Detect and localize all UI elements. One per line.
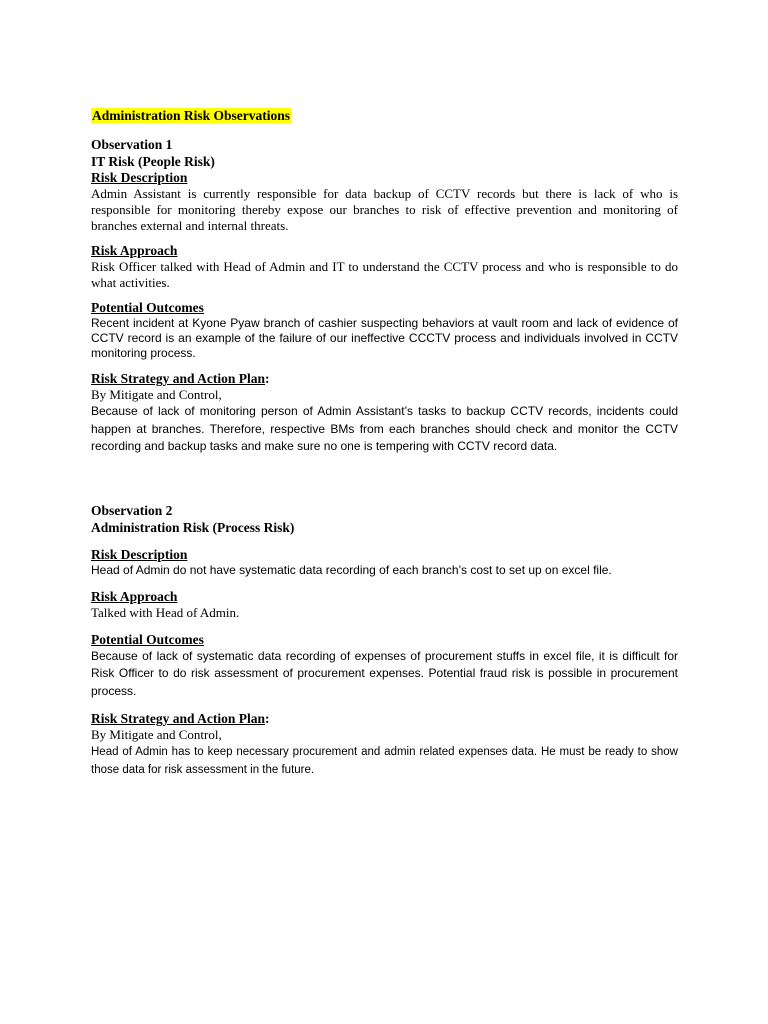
observation-2-risk-strategy-text: Head of Admin has to keep necessary procurement and admin related expenses data. He must be ready to show those data for risk assessment in the future. <box>91 746 678 777</box>
observation-2 <box>91 502 678 779</box>
observation-1-risk-approach-text: Risk Officer talked with Head of Admin and IT to understand the CCTV process and who is responsible to do what activities. <box>91 259 678 290</box>
observation-2-risk-strategy-intro: By Mitigate and Control, <box>91 727 222 743</box>
observation-2-potential-outcomes-text: Because of lack of systematic data recording of expenses of procurement stuffs in excel file, it is difficult for Risk Officer to do risk assessment of procurement expenses. Potential fraud risk is possible in procurement process. <box>91 648 678 698</box>
observation-2-potential-outcomes-heading: Potential Outcomes <box>91 631 204 647</box>
observation-1-risk-strategy-intro: By Mitigate and Control, <box>91 387 222 403</box>
observation-2-risk-approach-text: Talked with Head of Admin. <box>91 604 240 620</box>
observation-1-heading: Observation 1 <box>91 137 173 152</box>
observation-1-risk-description-text: Admin Assistant is currently responsible for data backup of CCTV records but there is lack of who is responsible for monitoring thereby expose our branches to risk of effective prevention and monitoring of branches external and internal threats. <box>91 186 678 233</box>
observation-1 <box>91 136 678 456</box>
observation-2-category: Administration Risk (Process Risk) <box>91 519 295 535</box>
observation-1-risk-strategy-text: Because of lack of monitoring person of Admin Assistant’s tasks to backup CCTV records, incidents could happen at branches. Therefore, respective BMs from each branches should check and monitor the CCTV recording and backup tasks and make sure no one is tempering with CCTV record data. <box>91 404 678 454</box>
observation-1-risk-description-heading: Risk Description <box>91 170 188 185</box>
observation-2-heading: Observation 2 <box>91 502 173 518</box>
observation-2-risk-description-text: Head of Admin do not have systematic data recording of each branch’s cost to set up on excel file. <box>91 562 612 577</box>
observation-2-risk-approach-heading: Risk Approach <box>91 588 178 604</box>
observation-2-risk-description-heading: Risk Description <box>91 546 188 562</box>
observation-1-potential-outcomes-heading: Potential Outcomes <box>91 300 204 315</box>
observation-1-risk-strategy-heading: Risk Strategy and Action Plan: <box>91 371 270 387</box>
observation-1-category: IT Risk (People Risk) <box>91 154 215 169</box>
document-title <box>91 107 678 125</box>
document-body <box>91 107 678 779</box>
observation-1-risk-approach-heading: Risk Approach <box>91 243 178 258</box>
observation-1-potential-outcomes-text: Recent incident at Kyone Pyaw branch of cashier suspecting behaviors at vault room and lack of evidence of CCTV record is an example of the failure of our ineffective CCCTV process and individuals involved in CCTV monitoring process. <box>91 316 678 360</box>
document-title-highlight: Administration Risk Observations <box>92 108 291 123</box>
observation-2-risk-strategy-heading: Risk Strategy and Action Plan: <box>91 711 270 727</box>
